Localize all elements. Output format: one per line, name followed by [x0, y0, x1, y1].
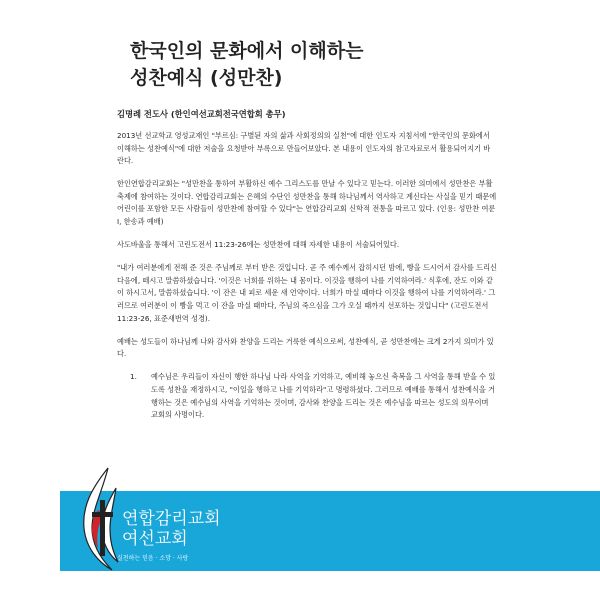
paragraph: 예배는 성도들이 하나님께 나와 감사와 찬양을 드리는 거룩한 예식으로써, 성찬예식, 곧 성만찬에는 크게 2가지 의미가 있다. — [117, 336, 494, 359]
list-item — [130, 371, 497, 421]
organization-name-line-1: 연합감리교회 — [122, 509, 221, 529]
paragraph: "내가 여러분에게 전해 준 것은 주님께로 부터 받은 것입니다. 곧 주 예수께서 잡히시던 밤에, 빵을 드시어서 감사를 드리신 다음에, 떼시고 말씀하셨습니다. '이것은 너희를 위하는 내 몸이다. 이것을 행하여 나를 기억하여라.' 식후에, 잔도 이와 같이 하시고서, 말씀하셨습니다. '이 잔은 내 피로 세운 새 언약이다. 너희가 마실 때마다 이것을 행하여 나를 기억하여라.' 그러므로 여러분이 이 빵을 먹고 이 잔을 마실 때마다, 주님의 죽으심을 그가 오실 때까지 선포하는 것입니다" (고린도전서 11:23-26, 표준새번역 성경). — [117, 263, 497, 323]
paragraph: 사도바울을 통해서 고린도전서 11:23-26에는 성만찬에 대해 자세한 내용이 서술되어있다. — [117, 240, 400, 250]
list-item-number: 1. — [130, 372, 137, 382]
organization-motto: 실천하는 믿음 · 소망 · 사랑 — [117, 555, 189, 562]
numbered-list — [117, 371, 497, 421]
title-line-2: 성찬예식 (성만찬) — [130, 67, 283, 89]
paragraph: 한인연합감리교회는 "성만찬을 통하여 부활하신 예수 그리스도를 만날 수 있다고 믿는다. 이러한 의미에서 성만찬은 부활 축제에 참여하는 것이다. 연합감리교회는 은혜의 수단인 성만찬을 통해 하나님께서 역사하고 계신다는 사실을 믿기 때문에 어린이를 포함한 모든 사람들이 성만찬에 참여할 수 있다"는 연합감리교회 신학적 전통을 따르고 있다. (인용: 성만찬 여룬 I, 한송과 예배) — [117, 179, 497, 227]
document-title — [130, 38, 530, 92]
paragraph: 2013년 선교학교 영성교재인 "부르심: 구별된 자의 삶과 사회정의의 실천"에 대한 인도자 지침서에 "한국인의 문화에서 이해하는 성찬예식"에 대한 저술을 요청받아 부록으로 만들어보았다. 본 내용이 인도자의 참고자료로서 활용되어지기 바란다. — [117, 131, 491, 166]
document-body — [117, 130, 497, 422]
author-line: 김명례 전도사 (한인여선교회전국연합회 총무) — [117, 109, 286, 119]
title-line-1: 한국인의 문화에서 이해하는 — [130, 40, 364, 62]
list-item-text: 예수님은 우리들이 자신이 행한 하나님 나라 사역을 기억하고, 예비해 놓으신 축복을 그 사역을 통해 받을 수 있도록 성찬을 재정하시고, "이일을 행하고 나를 기억하라"고 명령하셨다. 그러므로 예배를 통해서 성찬예식을 거행하는 것은 예수님의 사역을 기억하는 것이며, 감사와 찬양을 드리는 것은 예수님을 따르는 성도의 의무이며 교회의 사명이다. — [151, 372, 496, 420]
organization-name-line-2: 여선교회 — [122, 529, 188, 549]
